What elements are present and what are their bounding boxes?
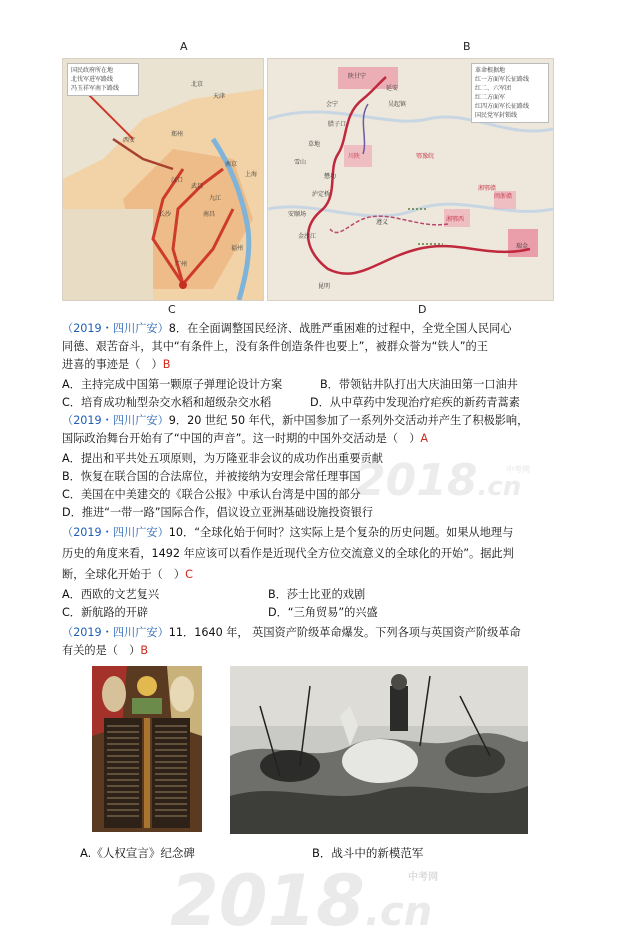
legend-item: 国民党军封锁线 <box>475 112 518 119</box>
place-label: 九江 <box>209 195 222 202</box>
place-label: 闽浙赣 <box>494 193 513 200</box>
q11-line-1 <box>62 624 521 642</box>
place-label: 湘鄂赣 <box>478 185 497 192</box>
place-label: 武昌 <box>191 183 204 190</box>
q10-option-d: D．“三角贸易”的兴盛 <box>268 606 378 619</box>
watermark-text: 2018 <box>355 455 478 506</box>
place-label: 川陕 <box>348 153 361 160</box>
watermark-suffix: .cn <box>364 889 433 935</box>
northern-expedition-map <box>62 58 264 301</box>
map-b-legend <box>471 63 549 123</box>
q10-line-3 <box>62 566 193 584</box>
place-label: 福州 <box>231 245 244 252</box>
place-label: 南昌 <box>203 211 216 218</box>
q8-line-3 <box>62 356 170 374</box>
q9-option-a: A．提出和平共处五项原则，为万隆亚非会议的成功作出重要贡献 <box>62 452 383 465</box>
question-source: （2019・四川广安） <box>62 526 169 539</box>
place-label: 泸定桥 <box>312 191 331 198</box>
q8-option-a: A．主持完成中国第一颗原子弹理论设计方案 <box>62 378 283 391</box>
map-label-a: A <box>180 40 188 53</box>
q8-option-b: B．带领钻井队打出大庆油田第一口油井 <box>320 378 518 391</box>
q10-option-a: A．西欧的文艺复兴 <box>62 588 160 601</box>
answer-mark: C <box>185 568 193 581</box>
caption-a: A.《人权宣言》纪念碑 <box>80 846 195 860</box>
place-label: 腊子口 <box>328 121 347 128</box>
place-label: 长沙 <box>159 211 172 218</box>
place-label: 遵义 <box>376 219 389 226</box>
q8-option-d: D．从中草药中发现治疗疟疾的新药青蒿素 <box>310 396 520 409</box>
place-label: 会宁 <box>326 101 339 108</box>
answer-mark: A <box>420 432 429 445</box>
place-label: 上海 <box>245 171 258 178</box>
watermark-suffix: .cn <box>477 472 522 502</box>
place-label: 懋功 <box>324 173 337 180</box>
q10-line-2: 历史的角度来看，1492 年应该可以看作是近现代全方位交流意义的全球化的开始”。据此判 <box>62 547 514 560</box>
q11-line-2 <box>62 642 148 660</box>
q8-line-1 <box>62 320 512 338</box>
q9-line-1 <box>62 412 528 430</box>
map-label-d: D <box>418 303 427 316</box>
place-label: 天津 <box>213 93 226 100</box>
answer-mark: B <box>162 358 171 371</box>
q9-option-d: D．推进“一带一路”国际合作，倡议设立亚洲基础设施投资银行 <box>62 506 374 519</box>
place-label: 西安 <box>123 137 136 144</box>
legend-item: 革命根据地 <box>475 67 506 74</box>
q9-option-b: B．恢复在联合国的合法席位，并被接纳为安理会常任理事国 <box>62 470 361 483</box>
place-label: 陕甘宁 <box>348 73 367 80</box>
place-label: 吴起镇 <box>388 101 407 108</box>
place-label: 雪山 <box>294 159 307 166</box>
watermark-logo-bottom <box>170 860 432 942</box>
question-stem: 断，全球化开始于（ ） <box>62 568 186 581</box>
q9-option-c: C．美国在中美建交的《联合公报》中承认台湾是中国的部分 <box>62 488 361 501</box>
map-label-b: B <box>463 40 471 53</box>
q8-line-2: 同德、艰苦奋斗，其中“有条件上，没有条件创造条件也要上”，被群众誉为“铁人”的王 <box>62 340 488 353</box>
legend-item: 国民政府所在地 <box>71 67 114 74</box>
question-stem: 10．“全球化始于何时？这实际上是个复杂的历史问题。如果从地理与 <box>168 526 514 539</box>
place-label: 郑州 <box>171 131 184 138</box>
question-stem: 进喜的事迹是（ ） <box>62 358 163 371</box>
q10-line-1 <box>62 524 513 542</box>
question-stem: 9．20 世纪 50 年代，新中国参加了一系列外交活动并产生了积极影响， <box>168 414 529 427</box>
place-label: 湘鄂西 <box>446 216 465 223</box>
legend-item: 红一方面军长征路线 <box>475 76 530 83</box>
legend-item: 红二方面军 <box>475 94 506 101</box>
watermark-text: 2018 <box>170 860 365 942</box>
legend-item: 北伐军进军路线 <box>71 76 114 83</box>
question-stem: 8．在全面调整国民经济、战胜严重困难的过程中，全党全国人民同心 <box>168 322 512 335</box>
legend-item: 红二、六军团 <box>475 85 512 92</box>
q10-option-c: C．新航路的开辟 <box>62 606 149 619</box>
long-march-map <box>267 58 554 301</box>
legend-item: 红四方面军长征路线 <box>475 103 530 110</box>
watermark-tag-bottom: 中考网 <box>408 872 438 883</box>
place-label: 北京 <box>191 81 204 88</box>
q8-option-c: C．培育成功籼型杂交水稻和超级杂交水稻 <box>62 396 272 409</box>
q10-option-b: B．莎士比亚的戏剧 <box>268 588 366 601</box>
question-stem: 国际政治舞台开始有了“中国的声音”。这一时期的中国外交活动是（ ） <box>62 432 421 445</box>
new-model-army-image <box>230 666 528 834</box>
watermark-tag: 中考网 <box>506 465 530 474</box>
place-label: 安顺场 <box>288 211 307 218</box>
place-label: 草地 <box>308 141 321 148</box>
legend-item: 冯玉祥军南下路线 <box>71 85 120 92</box>
answer-mark: B <box>140 644 149 657</box>
map-a-legend <box>67 63 139 96</box>
place-label: 瑞金 <box>516 243 529 250</box>
question-stem: 有关的是（ ） <box>62 644 141 657</box>
place-label: 鄂豫皖 <box>416 153 435 160</box>
place-label: 金沙江 <box>298 233 317 240</box>
place-label: 汉口 <box>171 177 184 184</box>
question-stem: 11．1640 年， 英国资产阶级革命爆发。下列各项与英国资产阶级革命 <box>168 626 521 639</box>
question-source: （2019・四川广安） <box>62 626 169 639</box>
question-source: （2019・四川广安） <box>62 414 169 427</box>
place-label: 南京 <box>225 161 238 168</box>
rights-declaration-image <box>92 666 202 832</box>
place-label: 延安 <box>386 85 399 92</box>
caption-b: B．战斗中的新模范军 <box>312 846 424 860</box>
place-label: 昆明 <box>318 283 331 290</box>
place-label: 广州 <box>175 261 188 268</box>
q9-line-2 <box>62 430 428 448</box>
map-label-c: C <box>168 303 176 316</box>
question-source: （2019・四川广安） <box>62 322 169 335</box>
